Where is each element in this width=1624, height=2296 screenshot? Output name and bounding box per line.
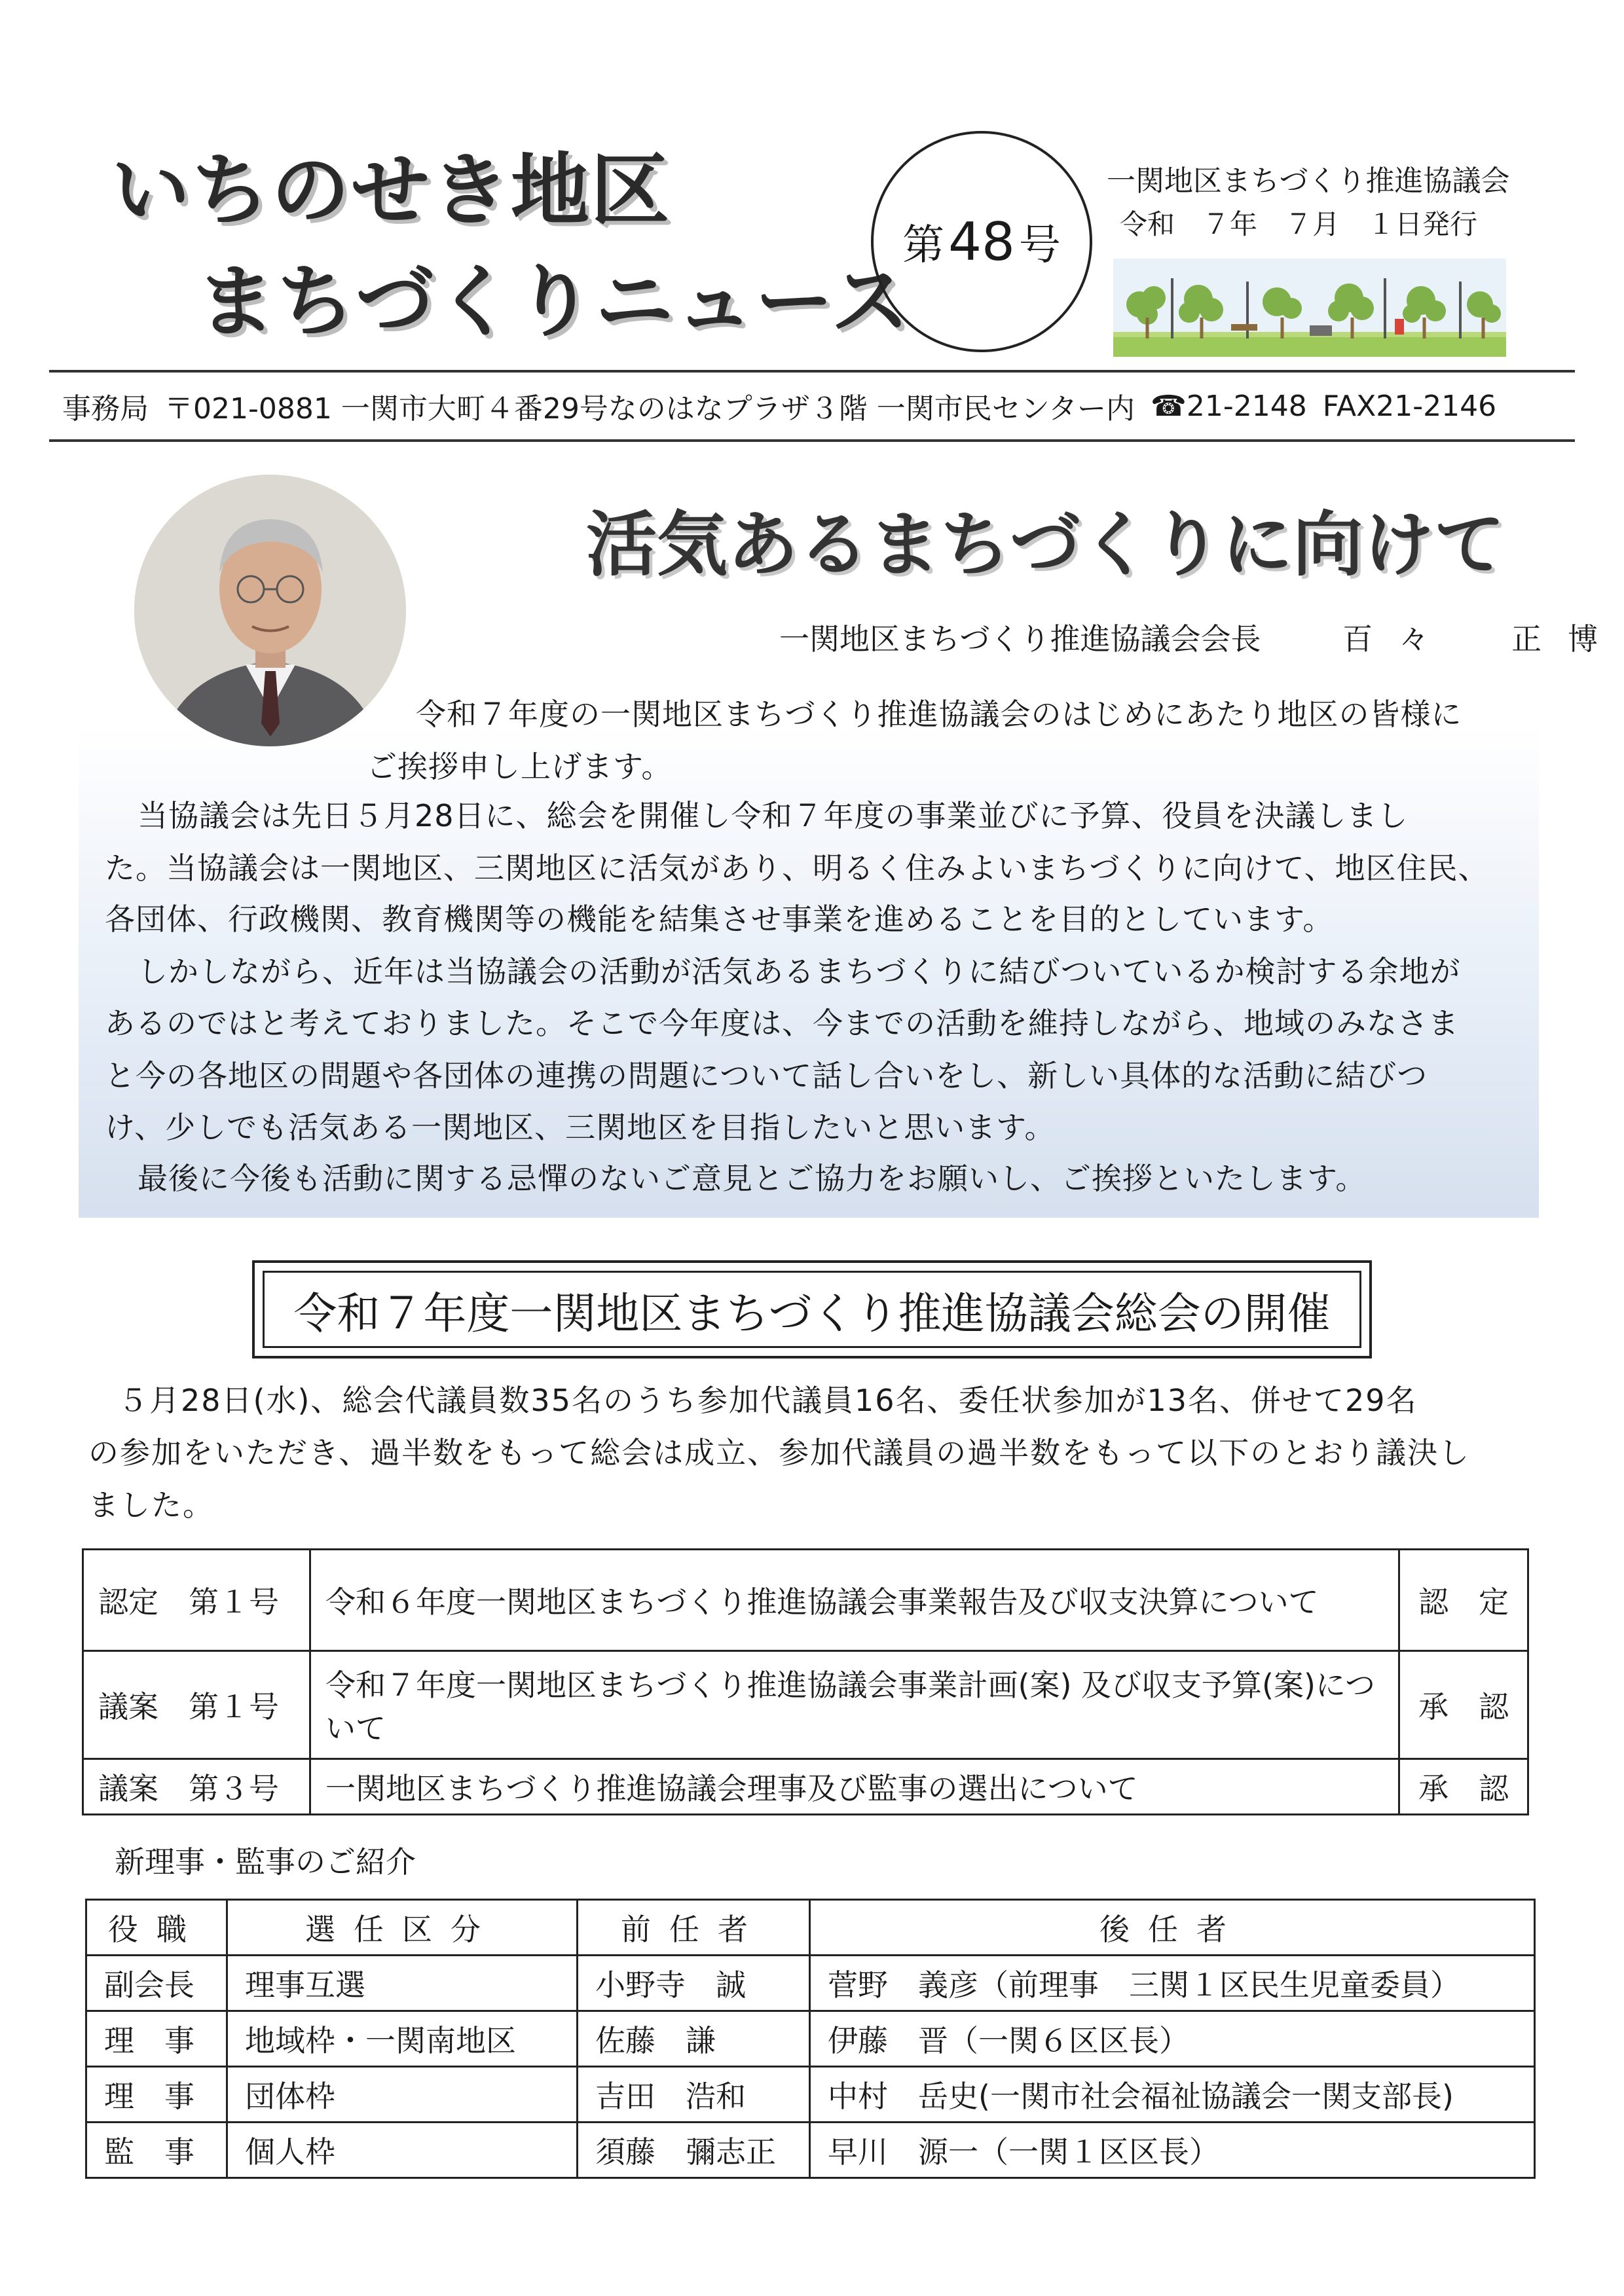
officer-successor: 菅野 義彦（前理事 三関１区民生児童委員） [810, 1956, 1535, 2011]
header-role: 役職 [86, 1900, 227, 1956]
agenda-result: 認 定 [1399, 1550, 1528, 1651]
agenda-result: 承 認 [1399, 1651, 1528, 1759]
greeting-line: しかしながら、近年は当協議会の活動が活気あるまちづくりに結びついているか検討する余地が [138, 954, 1461, 989]
officer-category: 理事互選 [227, 1956, 578, 2011]
table-row [83, 1759, 1528, 1815]
officer-role: 副会長 [86, 1956, 227, 2011]
officer-previous: 小野寺 誠 [578, 1956, 810, 2011]
agenda-table [82, 1548, 1529, 1815]
newsletter-title-line2: まちづくりニュース [196, 257, 911, 348]
officer-successor: 伊藤 晋（一関６区区長） [810, 2011, 1535, 2067]
officer-role: 理 事 [86, 2011, 227, 2067]
author-name: 百々 正博 [1342, 621, 1624, 657]
newsletter-title-line1: いちのせき地区 [111, 145, 671, 236]
park-illustration-icon [1113, 259, 1506, 357]
table-row [86, 2067, 1535, 2123]
meeting-line: ５月28日(水)、総会代議員数35名のうち参加代議員16名、委任状参加が13名、併せて29名 [118, 1383, 1418, 1418]
greeting-line: た。当協議会は一関地区、三関地区に活気があり、明るく住みよいまちづくりに向けて、地区住民、 [105, 850, 1489, 886]
officer-category: 地域枠・一関南地区 [227, 2011, 578, 2067]
greeting-title: 活気あるまちづくりに向けて [586, 504, 1505, 586]
meeting-heading-box [252, 1260, 1372, 1358]
agenda-subject: 令和７年度一関地区まちづくり推進協議会事業計画(案) 及び収支予算(案)について [310, 1651, 1399, 1759]
agenda-result: 承 認 [1399, 1759, 1528, 1815]
office-info-bar [49, 370, 1575, 442]
header-successor: 後任者 [810, 1900, 1535, 1956]
greeting-author [779, 615, 1624, 659]
header-previous: 前任者 [578, 1900, 810, 1956]
officers-table [85, 1899, 1536, 2179]
officer-previous: 佐藤 謙 [578, 2011, 810, 2067]
meeting-heading: 令和７年度一関地区まちづくり推進協議会総会の開催 [263, 1271, 1361, 1348]
agenda-id: 議案 第３号 [83, 1759, 310, 1815]
officer-previous: 吉田 浩和 [578, 2067, 810, 2123]
issue-suffix: 号 [1018, 221, 1061, 270]
issue-number-badge [871, 131, 1092, 352]
header-category: 選任区分 [227, 1900, 578, 1956]
greeting-line: 各団体、行政機関、教育機関等の機能を結集させ事業を進めることを目的としています。 [105, 902, 1334, 937]
greeting-line: あるのではと考えておりました。そこで今年度は、今までの活動を維持しながら、地域のみなさま [105, 1006, 1459, 1041]
officers-intro: 新理事・監事のご紹介 [115, 1844, 416, 1880]
table-row [86, 2011, 1535, 2067]
table-row [83, 1651, 1528, 1759]
office-address: 〒021-0881 一関市大町４番29号なのはなプラザ３階 一関市民センター内 [164, 392, 1135, 426]
officer-category: 個人枠 [227, 2123, 578, 2178]
officer-successor: 中村 岳史(一関市社会福祉協議会一関支部長) [810, 2067, 1535, 2123]
office-label: 事務局 [62, 392, 149, 426]
author-role: 一関地区まちづくり推進協議会会長 [779, 621, 1261, 657]
table-row [86, 2123, 1535, 2178]
greeting-line: 当協議会は先日５月28日に、総会を開催し令和７年度の事業並びに予算、役員を決議しまし [138, 798, 1409, 833]
issue-date: 令和 ７年 ７月 １日発行 [1120, 208, 1478, 240]
greeting-line: 最後に今後も活動に関する忌憚のないご意見とご協力をお願いし、ご挨拶といたします。 [138, 1161, 1367, 1196]
officer-role: 監 事 [86, 2123, 227, 2178]
publisher-name: 一関地区まちづくり推進協議会 [1107, 164, 1510, 198]
officer-successor: 早川 源一（一関１区区長） [810, 2123, 1535, 2178]
table-row [83, 1550, 1528, 1651]
agenda-id: 認定 第１号 [83, 1550, 310, 1651]
meeting-line: ました。 [88, 1487, 214, 1523]
agenda-id: 議案 第１号 [83, 1651, 310, 1759]
meeting-line: の参加をいただき、過半数をもって総会は成立、参加代議員の過半数をもって以下のとおり議決し [88, 1435, 1471, 1470]
agenda-subject: 令和６年度一関地区まちづくり推進協議会事業報告及び収支決算について [310, 1550, 1399, 1651]
office-fax: FAX21-2146 [1322, 389, 1497, 423]
chairman-portrait [134, 475, 406, 746]
greeting-line: け、少しでも活気ある一関地区、三関地区を目指したいと思います。 [105, 1110, 1056, 1145]
person-portrait-icon [134, 475, 406, 746]
issue-number: 48 [948, 211, 1015, 272]
table-header-row [86, 1900, 1535, 1956]
office-tel: ☎21-2148 [1151, 389, 1307, 423]
table-row [86, 1956, 1535, 2011]
greeting-line: ご挨拶申し上げます。 [367, 749, 673, 784]
officer-category: 団体枠 [227, 2067, 578, 2123]
officer-role: 理 事 [86, 2067, 227, 2123]
greeting-line: 令和７年度の一関地区まちづくり推進協議会のはじめにあたり地区の皆様に [416, 697, 1462, 732]
issue-prefix: 第 [902, 221, 945, 270]
officer-previous: 須藤 彌志正 [578, 2123, 810, 2178]
greeting-line: と今の各地区の問題や各団体の連携の問題について話し合いをし、新しい具体的な活動に結びつ [105, 1058, 1428, 1093]
agenda-subject: 一関地区まちづくり推進協議会理事及び監事の選出について [310, 1759, 1399, 1815]
